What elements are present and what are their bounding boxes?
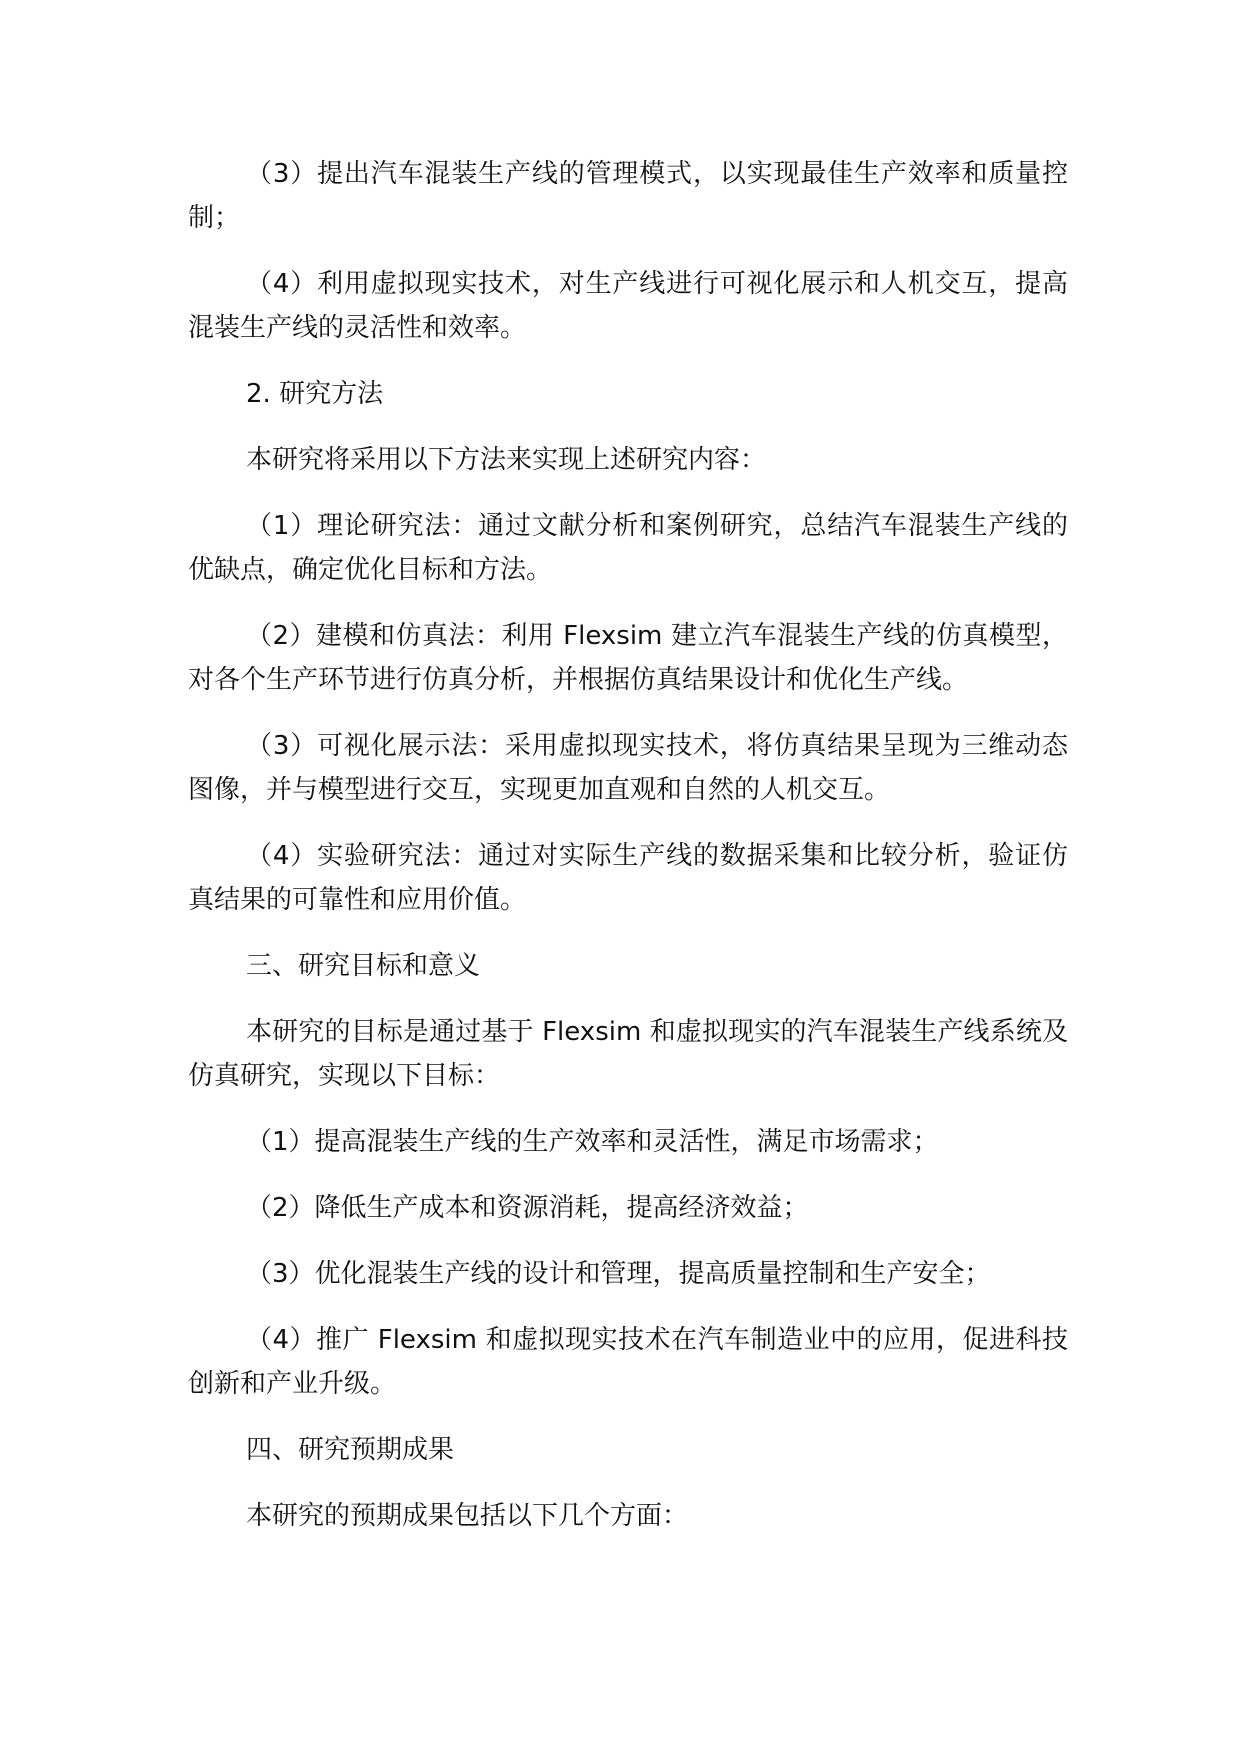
goal-3-quality: （3）优化混装生产线的设计和管理，提高质量控制和生产安全；: [246, 1259, 991, 1289]
document-body: [188, 152, 1068, 1560]
method-4-experiment: （4）实验研究法：通过对实际生产线的数据采集和比较分析，验证仿真结果的可靠性和应用价值。: [188, 841, 1068, 915]
list-item-3-management: （3）提出汽车混装生产线的管理模式，以实现最佳生产效率和质量控制；: [188, 159, 1068, 233]
goal-2-cost: （2）降低生产成本和资源消耗，提高经济效益；: [246, 1193, 809, 1223]
section-heading-methods: 2. 研究方法: [246, 379, 384, 409]
goals-intro: 本研究的目标是通过基于 Flexsim 和虚拟现实的汽车混装生产线系统及仿真研究，实现以下目标：: [188, 1017, 1068, 1091]
goal-1-efficiency: （1）提高混装生产线的生产效率和灵活性，满足市场需求；: [246, 1127, 939, 1157]
method-1-theory: （1）理论研究法：通过文献分析和案例研究，总结汽车混装生产线的优缺点，确定优化目标和方法。: [188, 511, 1068, 585]
list-item-4-vr: （4）利用虚拟现实技术，对生产线进行可视化展示和人机交互，提高混装生产线的灵活性和效率。: [188, 269, 1068, 343]
outcomes-intro: 本研究的预期成果包括以下几个方面：: [246, 1501, 689, 1531]
section-heading-outcomes: 四、研究预期成果: [246, 1435, 455, 1465]
method-3-visualization: （3）可视化展示法：采用虚拟现实技术，将仿真结果呈现为三维动态图像，并与模型进行交互，实现更加直观和自然的人机交互。: [188, 731, 1068, 805]
methods-intro: 本研究将采用以下方法来实现上述研究内容：: [246, 445, 767, 475]
method-2-simulation: （2）建模和仿真法：利用 Flexsim 建立汽车混装生产线的仿真模型，对各个生产环节进行仿真分析，并根据仿真结果设计和优化生产线。: [188, 621, 1068, 695]
goal-4-promotion: （4）推广 Flexsim 和虚拟现实技术在汽车制造业中的应用，促进科技创新和产业升级。: [188, 1325, 1068, 1399]
section-heading-goals: 三、研究目标和意义: [246, 951, 481, 981]
